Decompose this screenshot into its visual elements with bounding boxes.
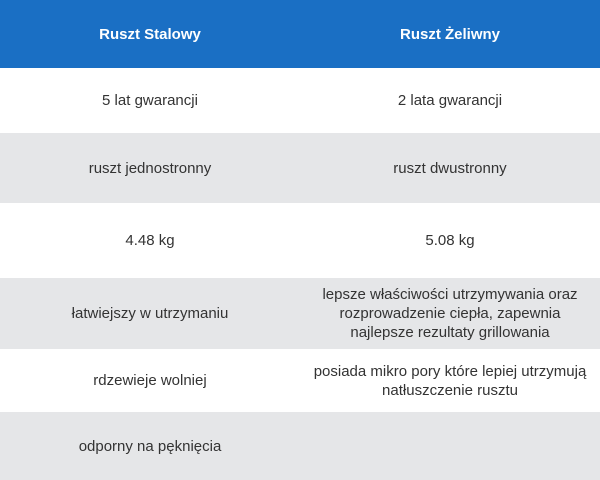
cell-line: rozprowadzenie ciepła, zapewnia — [339, 305, 561, 322]
cell-cast-iron: ruszt dwustronny — [393, 159, 507, 177]
header-cast-iron-grate: Ruszt Żeliwny — [399, 25, 500, 43]
cell-cast-iron: 5.08 kg — [425, 232, 475, 249]
table-row — [0, 68, 600, 133]
table-row — [0, 278, 600, 349]
cell-line: lepsze właściwości utrzymywania oraz — [322, 286, 578, 303]
cell-cast-iron: 2 lata gwarancji — [397, 92, 503, 109]
cell-steel: 5 lat gwarancji — [102, 92, 198, 109]
cell-steel: ruszt jednostronny — [88, 159, 212, 177]
cell-steel: rdzewieje wolniej — [93, 372, 207, 389]
table-row — [0, 133, 600, 203]
table-header — [0, 0, 600, 68]
cell-line: natłuszczenie rusztu — [382, 381, 518, 399]
header-steel-grate: Ruszt Stalowy — [99, 25, 201, 43]
cell-steel: odporny na pęknięcia — [78, 437, 222, 455]
cell-cast-iron — [300, 278, 600, 349]
cell-line: posiada mikro pory które lepiej utrzymują — [313, 362, 587, 380]
cell-line: najlepsze rezultaty grillowania — [350, 324, 550, 341]
table-row — [0, 412, 600, 480]
cell-cast-iron — [300, 412, 600, 480]
cell-steel: 4.48 kg — [125, 232, 175, 249]
cell-cast-iron — [300, 349, 600, 412]
cell-steel: łatwiejszy w utrzymaniu — [71, 305, 229, 322]
table-row — [0, 203, 600, 278]
table-row — [0, 349, 600, 412]
